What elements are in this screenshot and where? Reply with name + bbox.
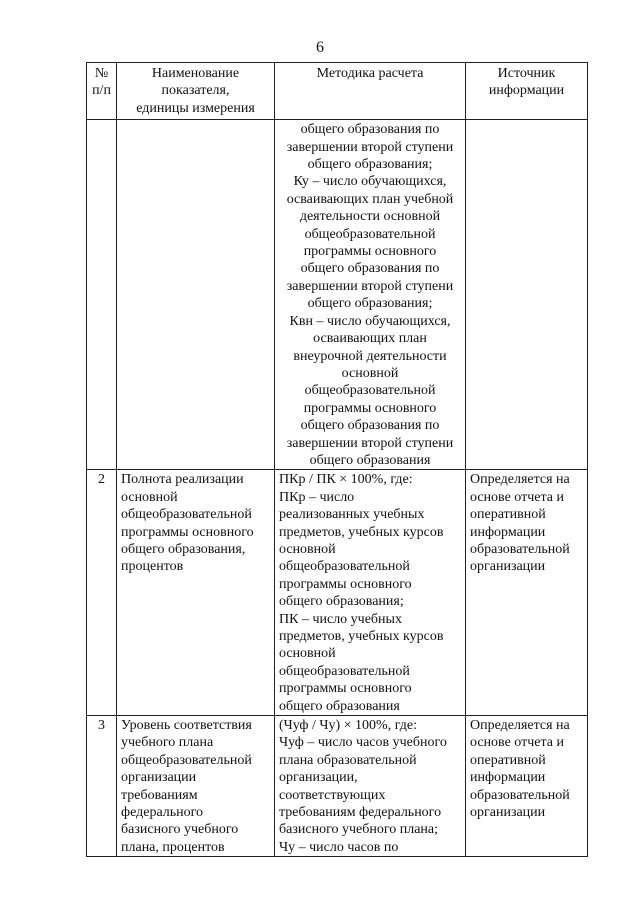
cell-text-line: информации <box>470 524 546 540</box>
cell-text-line: общего образования; <box>307 157 433 173</box>
header-indicator-name <box>117 63 275 120</box>
cell-text-line: предметов, учебных курсов <box>279 629 444 644</box>
row-name-cell <box>117 470 275 716</box>
page-number: 6 <box>316 39 324 56</box>
cell-text-line: соответствующих <box>279 787 386 803</box>
cell-text-line: общеобразовательной <box>304 226 436 242</box>
cell-text-line: организации <box>121 770 197 786</box>
cell-text-line: общего образования по <box>300 261 440 277</box>
cell-text-line: оперативной <box>470 752 546 768</box>
header-line: информации <box>488 83 565 99</box>
cell-text-line: основной <box>121 489 178 505</box>
row-number-cell <box>87 120 117 470</box>
cell-text-line: завершении второй ступени <box>286 278 454 294</box>
cell-text-line: базисного учебного <box>121 822 239 838</box>
cell-text-line: образовательной <box>470 541 570 557</box>
cell-text-line: Уровень соответствия <box>121 718 252 734</box>
indicators-table <box>86 62 588 857</box>
cell-text-line: ПК – число учебных <box>279 611 402 627</box>
cell-text-line: осваивающих план учебной <box>286 191 454 207</box>
cell-text-line: основе отчета и <box>470 735 564 751</box>
cell-text-line: процентов <box>121 559 184 575</box>
cell-text-line: организации <box>470 805 546 821</box>
cell-text-line: требованиям <box>121 787 198 803</box>
cell-text-line: Определяется на <box>470 718 570 734</box>
cell-text-line: федерального <box>121 805 204 821</box>
cell-text-line: Чуф – число часов учебного <box>279 735 447 751</box>
cell-text-line: Квн – число обучающихся, <box>289 313 451 329</box>
cell-text-line: Чу – число часов по <box>279 839 399 855</box>
cell-text-line: ПКр / ПК × 100%, где: <box>279 472 413 488</box>
cell-text-line: Определяется на <box>470 472 570 488</box>
cell-text-line: информации <box>470 770 546 786</box>
cell-text-line: общеобразовательной <box>279 663 410 679</box>
row-name-cell <box>117 120 275 470</box>
cell-text-line: ПКр – число <box>279 489 355 505</box>
cell-text-line: общеобразовательной <box>279 559 410 575</box>
cell-text-line: требованиям федерального <box>279 805 442 821</box>
cell-text-line: Полнота реализации <box>121 472 244 488</box>
row-source-cell <box>466 470 588 716</box>
header-line: единицы измерения <box>136 100 255 116</box>
cell-text-line: общеобразовательной <box>121 752 252 768</box>
cell-text-line: организации <box>470 559 546 575</box>
cell-text-line: предметов, учебных курсов <box>279 524 444 540</box>
row-name-cell <box>117 716 275 857</box>
cell-text-line: программы основного <box>303 244 437 260</box>
header-line: № <box>94 66 109 81</box>
cell-text-line: плана образовательной <box>279 752 417 768</box>
cell-text-line: программы основного <box>303 400 437 416</box>
cell-text-line: основной <box>279 541 336 557</box>
row-number-cell: 2 <box>87 470 117 716</box>
cell-text-line: общего образования <box>279 698 400 714</box>
cell-text-line: завершении второй ступени <box>286 139 454 155</box>
table-header-row <box>87 63 588 120</box>
cell-text-line: общеобразовательной <box>304 383 436 399</box>
row-source-cell <box>466 716 588 857</box>
header-line: Методика расчета <box>316 66 424 81</box>
row-method-cell <box>275 470 466 716</box>
cell-text-line: основе отчета и <box>470 489 564 505</box>
cell-text-line: базисного учебного плана; <box>279 822 439 838</box>
cell-text-line: внеурочной деятельности <box>293 348 447 364</box>
cell-text-line: общего образования; <box>307 296 433 312</box>
row-method-cell <box>275 120 466 470</box>
cell-text-line: общего образования; <box>279 594 404 610</box>
cell-text-line: оперативной <box>470 507 546 523</box>
header-line: Источник <box>497 66 556 81</box>
cell-text-line: общего образования по <box>300 122 440 138</box>
cell-text-line: программы основного <box>279 576 412 592</box>
table-row <box>87 716 588 857</box>
row-number-cell: 3 <box>87 716 117 857</box>
table-row <box>87 470 588 716</box>
cell-text-line: плана, процентов <box>121 839 225 855</box>
cell-text-line: общего образования по <box>300 418 440 434</box>
cell-text-line: основной <box>279 646 336 662</box>
table-row <box>87 120 588 470</box>
cell-text-line: реализованных учебных <box>279 507 425 523</box>
header-line: п/п <box>92 83 111 99</box>
cell-text-line: общего образования, <box>121 541 246 557</box>
header-source <box>466 63 588 120</box>
header-line: показателя, <box>161 83 230 99</box>
cell-text-line: завершении второй ступени <box>286 435 454 451</box>
cell-text-line: учебного плана <box>121 735 214 751</box>
cell-text-line: программы основного <box>121 524 254 540</box>
header-line: Наименование <box>151 66 240 81</box>
header-method <box>275 63 466 120</box>
cell-text-line: Ку – число обучающихся, <box>293 174 447 190</box>
row-method-cell <box>275 716 466 857</box>
cell-text-line: (Чуф / Чу) × 100%, где: <box>279 718 417 734</box>
cell-text-line: основной <box>341 365 399 381</box>
header-number <box>87 63 117 120</box>
row-source-cell <box>466 120 588 470</box>
cell-text-line: программы основного <box>279 681 412 697</box>
cell-text-line: осваивающих план <box>313 331 427 347</box>
cell-text-line: организации, <box>279 770 358 786</box>
cell-text-line: образовательной <box>470 787 570 803</box>
cell-text-line: деятельности основной <box>299 209 441 225</box>
cell-text-line: общеобразовательной <box>121 507 252 523</box>
cell-text-line: общего образования <box>309 452 431 468</box>
